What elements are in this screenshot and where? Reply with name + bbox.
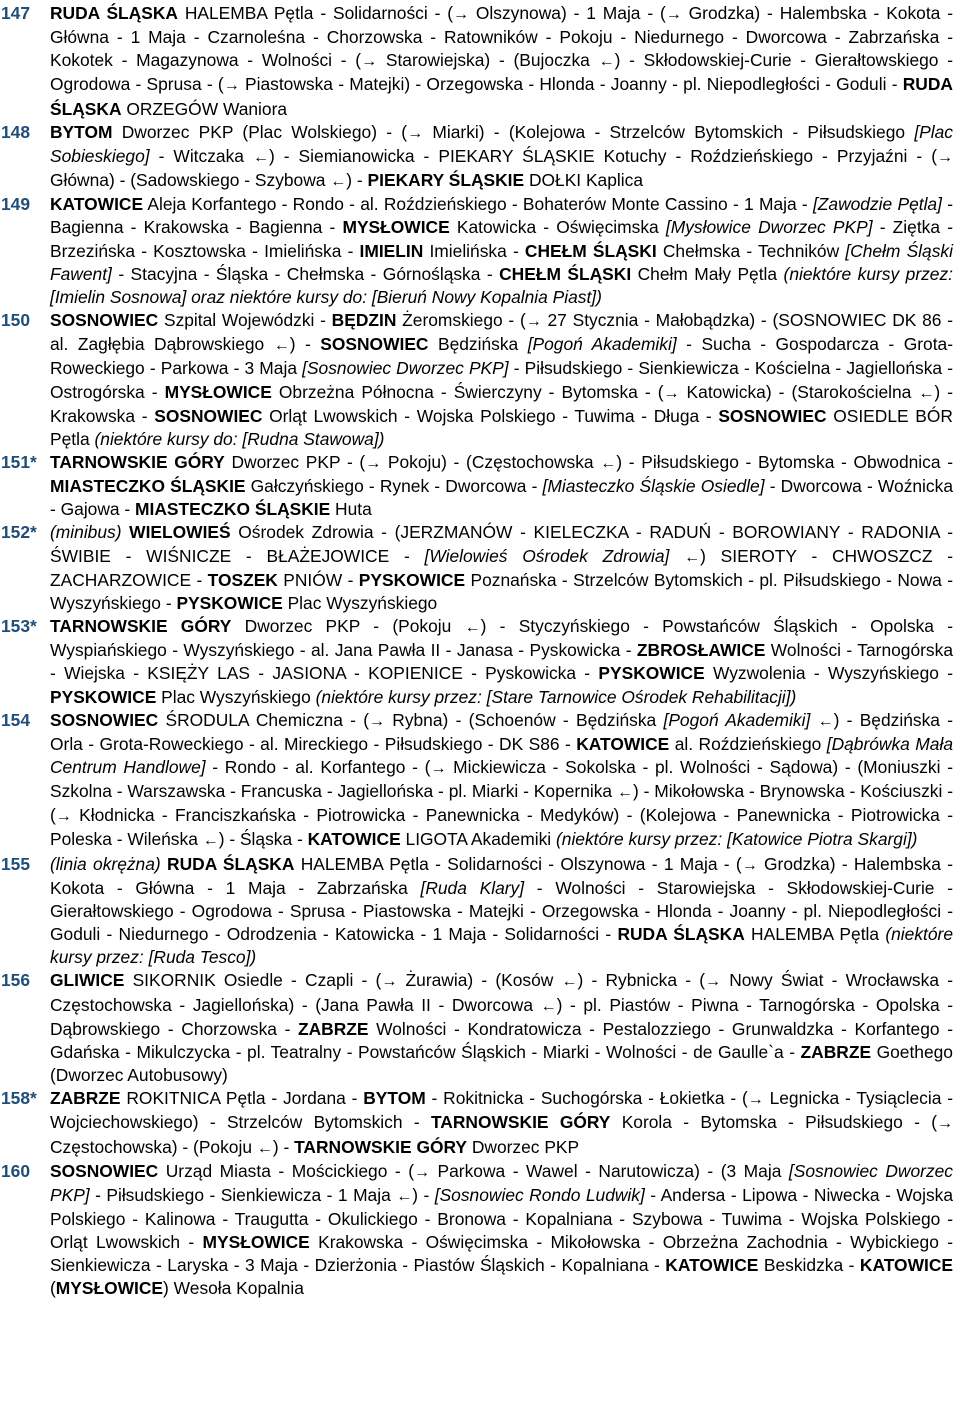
route-description (50, 969, 953, 1087)
route-text: ) - Piłsudskiego - Bytomska - Obwodnica - (616, 451, 954, 472)
route-text: ) - Siemianowicka - PIEKARY ŚLĄSKIE Kotuchy - Roździeńskiego - Przyjaźni - ( (268, 145, 937, 166)
route-description (50, 521, 953, 615)
arrow-right-icon: → (937, 148, 953, 166)
arrow-left-icon: ← (256, 1139, 273, 1157)
route-description (50, 309, 953, 451)
route-text: Nowy Świat - Wrocławska - Częstochowska - Jagiellońska) - (Jana Pawła II - Dworcowa (50, 970, 953, 1015)
route-text: - Piłsudskiego - Sienkiewicza - 1 Maja (89, 1184, 397, 1205)
route-text: LIGOTA Akademiki (400, 829, 556, 850)
arrow-right-icon: → (453, 6, 470, 23)
town-name: BĘDZIN (331, 310, 397, 331)
route-text: ) Wesoła Kopalnia (163, 1278, 304, 1299)
arrow-left-icon: ← (273, 337, 290, 355)
arrow-right-icon: → (430, 760, 447, 777)
arrow-right-icon: → (407, 124, 424, 142)
town-name: PIEKARY ŚLĄSKIE (367, 170, 525, 191)
route-number: 158* (1, 1088, 37, 1109)
route-description (50, 615, 953, 709)
route-text: - Dworcowa - Woźnicka - Gajowa - (50, 476, 953, 520)
arrow-right-icon: → (414, 1163, 431, 1181)
arrow-left-icon: ← (616, 784, 633, 802)
arrow-right-icon: → (368, 712, 385, 730)
town-name: MYSŁOWICE (342, 217, 450, 238)
arrow-right-icon: → (381, 973, 398, 991)
route-text: Korola - Bytomska - Piłsudskiego - ( (610, 1112, 937, 1133)
route-text: Ośrodek Zdrowia - (JERZMANÓW - KIELECZKA - RADUŃ - BOROWIANY - RADONIA - ŚWIBIE - WIŚNICZE - BŁAŻEJOWICE - (50, 522, 953, 566)
route-note: (niektóre kursy przez: [Katowice Piotra Skargi]) (555, 829, 918, 850)
route-number: 149 (1, 194, 31, 215)
route-description (50, 1087, 953, 1159)
town-name: SOSNOWIEC (718, 405, 827, 426)
arrow-left-icon: ← (684, 548, 701, 566)
route-text: Będzińska (428, 334, 528, 355)
route-text: ŚRODULA Chemiczna - ( (158, 709, 369, 730)
route-text: - Rondo - al. Korfantego - ( (205, 757, 431, 777)
route-note: (niektóre kursy przez: [Ruda Tesco]) (50, 924, 953, 968)
route-entry (0, 709, 953, 853)
town-name: MIASTECZKO ŚLĄSKIE (50, 476, 246, 497)
arrow-left-icon: ← (817, 712, 834, 730)
route-text: Pokoju) - (Częstochowska (381, 451, 601, 472)
route-description (50, 2, 953, 121)
route-note: [Miasteczko Śląskie Osiedle] (542, 476, 765, 497)
route-text: ) - Styczyńskiego - Powstańców Śląskich - Opolska - Wyspiańskiego - Wyszyńskiego - al. Jana Pawła II - Janasa - Pyskowicka - (50, 616, 954, 661)
route-text: HALEMBA Pętla (744, 924, 886, 945)
town-name: SOSNOWIEC (154, 405, 263, 426)
arrow-left-icon: ← (464, 619, 481, 637)
route-text: Główna) - (Sadowskiego - Szybowa (50, 170, 331, 191)
town-name: BYTOM (363, 1088, 426, 1109)
route-text: ) SIEROTY - CHWOSZCZ - ZACHARZOWICE - (50, 545, 953, 590)
town-name: ZABRZE (50, 1088, 121, 1109)
route-text: Dworzec PKP - ( (224, 451, 366, 472)
route-text: ) - Skłodowskiej-Curie - Gierałtowskiego - Ogrodowa - Sprusa - ( (50, 50, 953, 95)
route-entry (0, 1087, 953, 1159)
arrow-left-icon: ← (561, 973, 578, 991)
route-text: ) - Krakowska - (50, 381, 953, 426)
route-description (50, 193, 953, 309)
route-note: (niektóre kursy przez: [Stare Tarnowice Ośrodek Rehabilitacji]) (315, 686, 797, 707)
route-text: Miarki) - (Kolejowa - Strzelców Bytomskich - Piłsudskiego (423, 121, 915, 142)
route-number: 153* (1, 616, 37, 637)
route-note: [Pogoń Akademiki] (663, 709, 811, 730)
route-text (669, 546, 684, 566)
route-text: ROKITNICA Pętla - Jordana - (120, 1088, 364, 1109)
route-text: Kłodnicka - Franciszkańska - Piotrowicka - Panewnicka - Medyków) - (Kolejowa - Panewnicka - Piotrowicka - Poleska - Wileńska (50, 805, 953, 850)
town-name: TARNOWSKIE GÓRY (294, 1136, 468, 1157)
arrow-right-icon: → (747, 1091, 764, 1109)
route-number: 155 (1, 853, 31, 874)
route-text: Dworzec PKP (467, 1136, 580, 1157)
town-name: SOSNOWIEC (50, 310, 159, 331)
route-text: ) - Rybnicka - ( (577, 970, 705, 991)
route-entry (0, 309, 953, 451)
town-name: MIASTECZKO ŚLĄSKIE (135, 499, 331, 520)
town-name: MYSŁOWICE (202, 1232, 310, 1253)
route-text: Katowicka) - (Starokościelna (679, 381, 919, 402)
route-text: Plac Wyszyńskiego (156, 686, 316, 707)
town-name: ZBROSŁAWICE (636, 640, 766, 661)
arrow-right-icon: → (525, 313, 542, 331)
route-text: Parkowa - Wawel - Narutowicza) - (3 Maja (430, 1160, 789, 1181)
route-text: Piastowska - Matejki) - Orzegowska - Hlonda - Joanny - pl. Niepodległości - Goduli - (239, 74, 903, 95)
town-name: SOSNOWIEC (50, 1160, 159, 1181)
route-number: 150 (1, 310, 31, 331)
route-text: Grodzka) - Halembska - Kokota - Główna - 1 Maja - Czarnoleśna - Chorzowska - Ratowników - Pokoju - Niedurnego - Dworcowa - Zabrzańska - Kokotek - Magazynowa - Wolności - ( (50, 3, 953, 71)
town-name: KATOWICE (859, 1255, 953, 1276)
route-text: al. Roździeńskiego (669, 733, 827, 754)
route-text: Huta (330, 499, 372, 520)
route-description (50, 1160, 953, 1301)
arrow-left-icon: ← (252, 148, 269, 166)
route-entry (0, 615, 953, 709)
route-text: HALEMBA Pętla - Solidarności - ( (177, 3, 454, 23)
route-text: ) - (272, 1136, 295, 1157)
route-text: Beskidzka - (758, 1255, 860, 1276)
route-note: [Plac Sobieskiego] (50, 121, 953, 166)
route-text: Wolności - Kondratowicza - Pestalozziego - Grunwaldzka - Korfantego - Gdańska - Mikulczycka - pl. Teatralny - Powstańców Śląskich - Miarki - Wolności - de Gaulle`a - (50, 1018, 953, 1062)
route-text: Starowiejska) - (Bujoczka (377, 50, 599, 71)
town-name: ZABRZE (298, 1018, 369, 1039)
arrow-left-icon: ← (396, 1187, 413, 1205)
town-name: RUDA ŚLĄSKA (50, 3, 178, 23)
route-note: [Wielowieś Ośrodek Zdrowia] (424, 545, 670, 566)
route-text: - Bagienna - Krakowska - Bagienna - (50, 194, 953, 238)
route-text: Chełm Mały Pętla (631, 263, 784, 284)
town-name: MYSŁOWICE (55, 1278, 164, 1299)
arrow-right-icon: → (55, 808, 72, 826)
route-text: PNIÓW - (277, 569, 359, 590)
route-text: ORZEGÓW Waniora (121, 98, 288, 119)
arrow-right-icon: → (223, 77, 240, 95)
route-text: Krakowska - Oświęcimska - Mikołowska - Obrzeżna Zachodnia - Wybickiego - Sienkiewicza - Laryska - 3 Maja - Dzierżonia - Piastów Śląskich - Kopalniana - (50, 1232, 953, 1276)
route-description (50, 121, 953, 193)
route-text: Grodzka) - Halembska - Kokota - Główna - 1 Maja - Zabrzańska (50, 853, 954, 898)
route-note: [Pogoń Akademiki] (527, 334, 677, 355)
town-name: KATOWICE (576, 733, 670, 754)
town-name: WIELOWIEŚ (129, 522, 231, 543)
route-text: Aleja Korfantego - Rondo - al. Roździeńskiego - Bohaterów Monte Cassino - 1 Maja - (143, 194, 813, 215)
route-text: - Piłsudskiego - Sienkiewicza - Kościelna - Jagiellońska - Ostrogórska - (50, 358, 953, 402)
route-note: [Zawodzie Pętla] (812, 194, 942, 215)
route-text: Żeromskiego - ( (396, 310, 526, 331)
route-text: Imielińska - (423, 240, 525, 261)
town-name: PYSKOWICE (358, 569, 466, 590)
route-entry (0, 853, 953, 970)
route-text: ) - Będzińska - Orla - Grota-Roweckiego - al. Mireckiego - Piłsudskiego - DK S86 - (50, 709, 953, 754)
route-text: Legnicka - Tysiąclecia - Wojciechowskiego) - Strzelców Bytomskich - (50, 1088, 953, 1133)
town-name: KATOWICE (307, 829, 401, 850)
route-number: 156 (1, 970, 31, 991)
route-text: Dworzec PKP - (Pokoju (231, 616, 465, 637)
route-number: 152* (1, 522, 37, 543)
town-name: TARNOWSKIE GÓRY (50, 451, 225, 472)
route-entry (0, 121, 953, 193)
route-note: [Dąbrówka Mała Centrum Handlowe] (50, 733, 953, 777)
route-text: SIKORNIK Osiedle - Czapli - ( (124, 970, 382, 991)
town-name: PYSKOWICE (176, 592, 283, 613)
route-number: 147 (1, 3, 31, 23)
town-name: GLIWICE (50, 970, 125, 991)
route-text: Rybna) - (Schoenów - Będzińska (384, 709, 664, 730)
route-note: [Sosnowiec Rondo Ludwik] (434, 1184, 645, 1205)
town-name: MYSŁOWICE (164, 381, 272, 402)
route-text: Chełmska - Techników (656, 240, 846, 261)
route-number: 160 (1, 1160, 31, 1181)
town-name: RUDA ŚLĄSKA (167, 853, 295, 874)
route-description (50, 451, 953, 521)
route-text: 27 Stycznia - Małobądzka) - (SOSNOWIEC DK 86 - al. Zagłębia Dąbrowskiego (50, 310, 954, 355)
arrow-left-icon: ← (202, 832, 219, 850)
route-text: DOŁKI Kaplica (524, 170, 643, 191)
route-text: Mickiewicza - Sokolska - pl. Wolności - Sądowa) - (Moniuszki - Szkolna - Warszawska - Francuska - Jagiellońska - pl. Miarki - Kopernika (50, 757, 953, 802)
route-text: - Wolności - Starowiejska - Skłodowskiej-Curie - Gierałtowskiego - Ogrodowa - Sprusa - Piastowska - Matejki - Orzegowska - Hlonda - Joanny - pl. Niepodległości - Goduli - Niedurnego - Odrodzenia - Katowicka - 1 Maja - Solidarności - (50, 877, 953, 945)
route-text: Gałczyńskiego - Rynek - Dworcowa - (245, 476, 543, 497)
route-entry (0, 969, 953, 1087)
route-text: Orląt Lwowskich - Wojska Polskiego - Tuwima - Długa - (262, 405, 719, 426)
route-number: 148 (1, 121, 31, 142)
arrow-right-icon: → (741, 856, 758, 874)
town-name: KATOWICE (665, 1255, 759, 1276)
route-text: - Sucha - Gospodarcza - Grota-Roweckiego - Parkowa - 3 Maja (50, 334, 953, 379)
route-text: Poznańska - Strzelców Bytomskich - pl. Piłsudskiego - Nowa - Wyszyńskiego - (50, 569, 953, 613)
town-name: CHEŁM ŚLĄSKI (499, 263, 632, 284)
route-text: - Rokitnicka - Suchogórska - Łokietka - ( (425, 1088, 748, 1109)
route-description (50, 853, 953, 970)
arrow-right-icon: → (663, 384, 680, 402)
route-list (0, 2, 953, 1301)
town-name: TARNOWSKIE GÓRY (430, 1112, 611, 1133)
route-text: - Stacyjna - Śląska - Chełmska - Górnośląska - (111, 263, 500, 284)
town-name: IMIELIN (359, 240, 424, 261)
route-text: Dworzec PKP (Plac Wolskiego) - ( (112, 121, 408, 142)
route-text: Wyzwolenia - Wyszyńskiego - (704, 663, 953, 684)
town-name: SOSNOWIEC (320, 334, 429, 355)
arrow-left-icon: ← (598, 53, 615, 71)
town-name: TOSZEK (207, 569, 278, 590)
route-text: Obrzeżna Północna - Świerczyny - Bytomska - ( (271, 381, 664, 402)
town-name: SOSNOWIEC (50, 709, 159, 730)
route-text: ) - Śląska - (218, 829, 308, 850)
route-text: ) - (412, 1184, 435, 1205)
route-entry (0, 451, 953, 521)
route-note: (minibus) (50, 522, 122, 543)
route-note: [Ruda Klary] (420, 877, 525, 898)
route-text: Żurawia) - (Kosów (397, 970, 562, 991)
town-name: RUDA ŚLĄSKA (50, 74, 953, 119)
route-text: Szpital Wojewódzki - (158, 310, 332, 331)
route-text: ) - Mikołowska - Brynowska - Kościuszki - ( (50, 781, 953, 826)
route-text: Katowicka - Oświęcimska (449, 217, 666, 238)
route-entry (0, 521, 953, 615)
route-text: OSIEDLE BÓR Pętla (50, 405, 953, 449)
route-note: (niektóre kursy do: [Rudna Stawowa]) (94, 428, 385, 449)
route-note: [Sosnowiec Dworzec PKP] (50, 1160, 954, 1205)
town-name: CHEŁM ŚLĄSKI (524, 240, 657, 261)
town-name: KATOWICE (50, 194, 144, 215)
route-number: 154 (1, 709, 31, 730)
route-note: [Chełm Śląski Fawent] (50, 240, 953, 284)
arrow-left-icon: ← (330, 173, 347, 191)
route-text: Goethego (Dworzec Autobusowy) (50, 1041, 953, 1086)
route-text: Częstochowska) - (Pokoju (50, 1136, 257, 1157)
arrow-right-icon: → (937, 1115, 953, 1133)
town-name: RUDA ŚLĄSKA (617, 924, 745, 945)
route-text: Urząd Miasta - Mościckiego - ( (158, 1160, 415, 1181)
arrow-right-icon: → (365, 454, 382, 472)
route-entry (0, 2, 953, 121)
route-number: 151* (1, 451, 37, 472)
route-text (810, 710, 817, 730)
arrow-left-icon: ← (600, 454, 617, 472)
route-text: - Witczaka (149, 145, 253, 166)
route-entry (0, 1160, 953, 1301)
town-name: TARNOWSKIE GÓRY (50, 616, 232, 637)
route-description (50, 709, 953, 853)
arrow-left-icon: ← (540, 997, 557, 1015)
route-note: [Sosnowiec Dworzec PKP] (302, 358, 509, 379)
route-text: HALEMBA Pętla - Solidarności - Olszynowa - 1 Maja - ( (294, 853, 742, 874)
route-text: ) - pl. Piastów - Piwna - Tarnogórska - Opolska - Dąbrowskiego - Chorzowska - (50, 994, 954, 1039)
route-note: [Mysłowice Dworzec PKP] (665, 217, 873, 238)
town-name: ZABRZE (800, 1041, 872, 1062)
route-text: - Ziętka - Brzezińska - Kosztowska - Imielińska - (50, 217, 953, 261)
town-name: BYTOM (50, 121, 113, 142)
arrow-right-icon: → (665, 6, 682, 23)
route-text: Olszynowa) - 1 Maja - ( (469, 3, 666, 23)
arrow-right-icon: → (361, 53, 378, 71)
arrow-left-icon: ← (918, 384, 935, 402)
route-text: ( (50, 1278, 56, 1299)
route-entry (0, 193, 953, 309)
route-text: - Andersa - Lipowa - Niwecka - Wojska Polskiego - Kalinowa - Traugutta - Okulickiego - Bronowa - Kopalniana - Szybowa - Tuwima - Wojska Polskiego - Orląt Lwowskich - (50, 1184, 954, 1253)
route-text: ) - (289, 334, 321, 355)
route-note: (niektóre kursy przez: [Imielin Sosnowa] oraz niektóre kursy do: [Bieruń Nowy Kopalnia Piast]) (50, 263, 953, 307)
town-name: PYSKOWICE (598, 663, 705, 684)
route-text: Plac Wyszyńskiego (282, 592, 438, 613)
arrow-right-icon: → (705, 973, 721, 991)
town-name: PYSKOWICE (50, 686, 157, 707)
route-text: ) - (346, 170, 368, 191)
route-note: (linia okrężna) (50, 853, 161, 874)
route-text: Wolności - Tarnogórska - Wiejska - KSIĘŻY LAS - JASIONA - KOPIENICE - Pyskowicka - (50, 640, 953, 684)
